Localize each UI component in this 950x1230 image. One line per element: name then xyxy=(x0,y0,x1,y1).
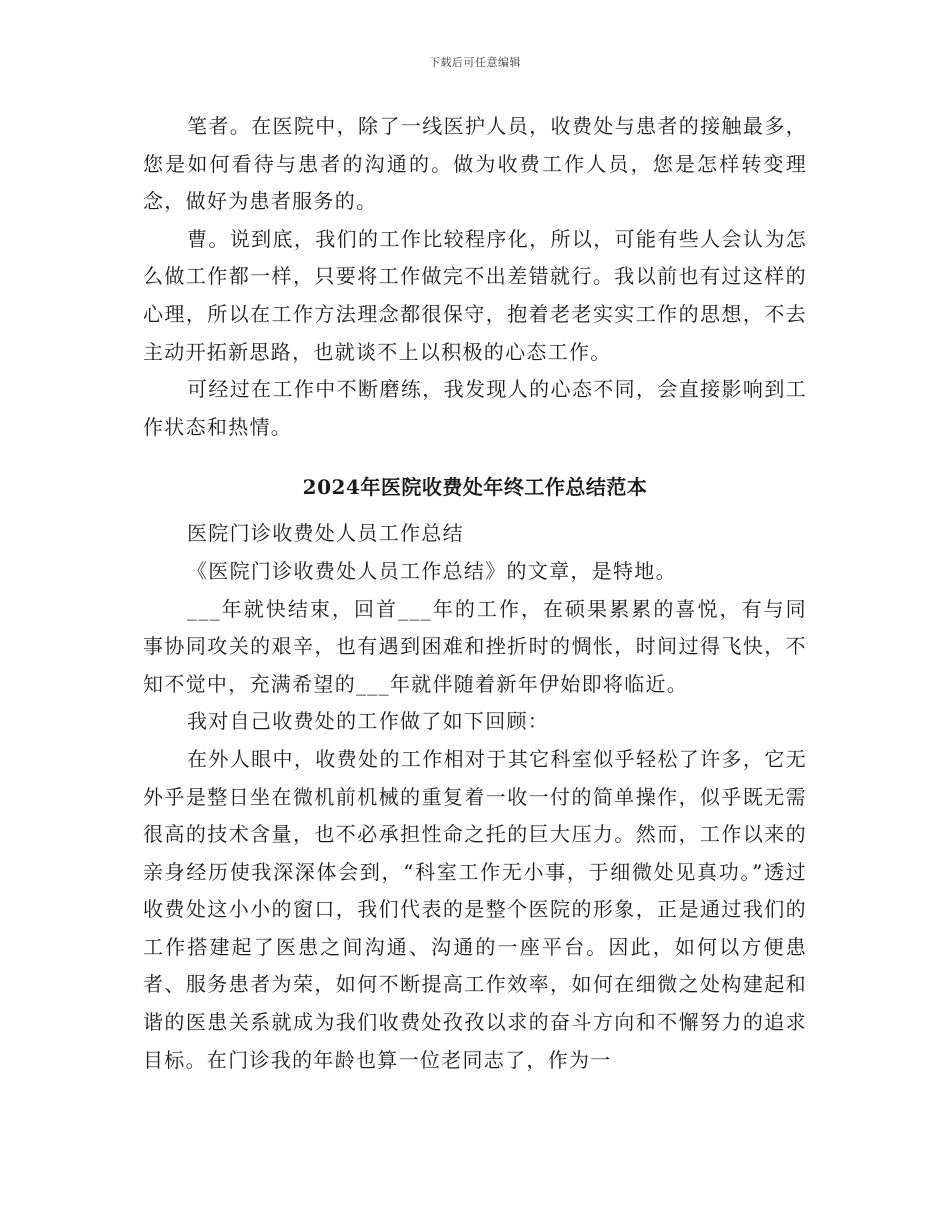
paragraph: 《医院门诊收费处人员工作总结》的文章，是特地。 xyxy=(187,558,677,583)
paragraph: ___年就快结束，回首___年的工作，在硕果累累的喜悦，有与同事协同攻关的艰辛，也有遇到困难和挫折时的惆怅，时间过得飞快，不知不觉中，充满希望的___年就伴随着新年伊始即将临近。 xyxy=(143,596,807,696)
paragraph: 我对自己收费处的工作做了如下回顾： xyxy=(187,709,550,734)
paragraph: 在外人眼中，收费处的工作相对于其它科室似乎轻松了许多，它无外乎是整日坐在微机前机械的重复着一收一付的简单操作，似乎既无需很高的技术含量，也不必承担性命之托的巨大压力。然而，工作以来的亲身经历使我深深体会到，“科室工作无小事，于细微处见真功。”透过收费处这小小的窗口，我们代表的是整个医院的形象，正是通过我们的工作搭建起了医患之间沟通、沟通的一座平台。因此，如何以方便患者、服务患者为荣，如何不断提高工作效率，如何在细微之处构建起和谐的医患关系就成为我们收费处孜孜以求的奋斗方向和不懈努力的追求目标。在门诊我的年龄也算一位老同志了，作为一 xyxy=(143,746,807,1072)
paragraph: 笔者。在医院中，除了一线医护人员，收费处与患者的接触最多，您是如何看待与患者的沟通的。做为收费工作人员，您是怎样转变理念，做好为患者服务的。 xyxy=(143,114,807,214)
paragraph: 曹。说到底，我们的工作比较程序化，所以，可能有些人会认为怎么做工作都一样，只要将工作做完不出差错就行。我以前也有过这样的心理，所以在工作方法理念都很保守，抱着老老实实工作的思想，不去主动开拓新思路，也就谈不上以积极的心态工作。 xyxy=(143,226,807,364)
document-body xyxy=(143,108,807,1079)
section-title: 2024年医院收费处年终工作总结范本 xyxy=(302,475,648,500)
paragraph: 可经过在工作中不断磨练，我发现人的心态不同，会直接影响到工作状态和热情。 xyxy=(143,377,807,439)
page-header: 下载后可任意编辑 xyxy=(429,56,521,69)
paragraph: 医院门诊收费处人员工作总结 xyxy=(187,521,464,546)
